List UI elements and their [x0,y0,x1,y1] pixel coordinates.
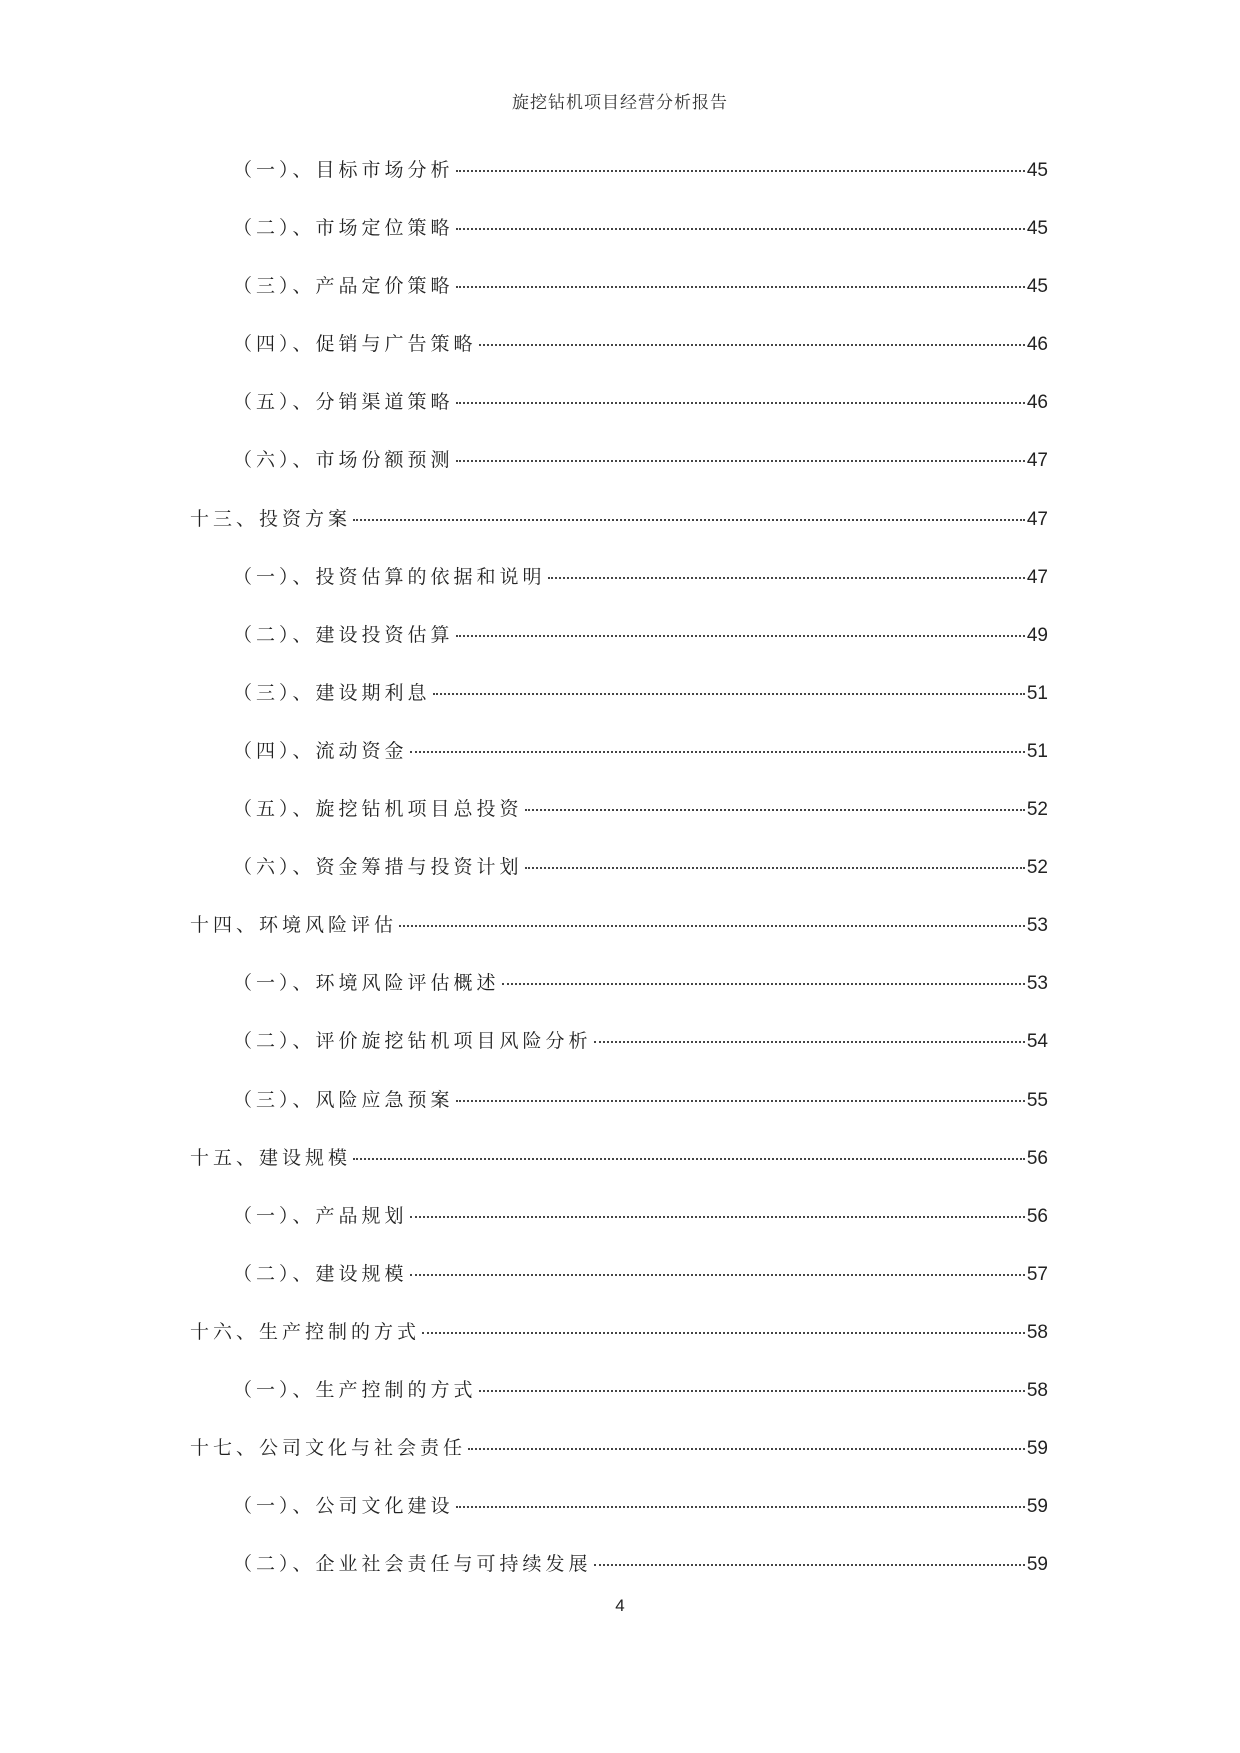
toc-entry-label: （三）、风险应急预案 [233,1088,454,1111]
toc-entry-label: 十四、环境风险评估 [190,914,398,937]
toc-dot-leader [502,983,1025,985]
toc-entry-page-number: 53 [1026,973,1048,995]
toc-dot-leader [456,402,1025,404]
toc-entry-line [233,1087,1048,1114]
toc-entry-page-number: 58 [1026,1379,1048,1401]
toc-entry-page-number: 59 [1026,1554,1048,1576]
toc-entry-line [233,157,1048,184]
toc-entry-page-number: 58 [1026,1321,1048,1343]
toc-dot-leader [594,1564,1025,1566]
toc-entry-label: （五）、分销渠道策略 [233,391,454,414]
toc-entry[interactable] [0,840,1240,898]
toc-entry-line [233,1493,1048,1520]
toc-entry[interactable] [0,1247,1240,1305]
toc-entry-label: （三）、建设期利息 [233,681,431,704]
toc-entry-page-number: 56 [1026,1205,1048,1227]
toc-entry-line [233,1261,1048,1288]
toc-entry-label: （一）、投资估算的依据和说明 [233,565,546,588]
toc-entry-line [233,1377,1048,1404]
toc-entry-line [233,215,1048,242]
toc-entry[interactable] [0,1305,1240,1363]
toc-entry[interactable] [0,782,1240,840]
toc-entry-label: （六）、市场份额预测 [233,449,454,472]
toc-dot-leader [525,809,1025,811]
toc-entry-page-number: 47 [1026,508,1048,530]
toc-entry-page-number: 59 [1026,1438,1048,1460]
toc-entry-page-number: 59 [1026,1496,1048,1518]
toc-entry[interactable] [0,492,1240,550]
toc-entry-page-number: 57 [1026,1263,1048,1285]
toc-dot-leader [456,460,1025,462]
toc-entry-line [233,331,1048,358]
toc-entry[interactable] [0,317,1240,375]
toc-dot-leader [353,1158,1025,1160]
toc-entry-page-number: 47 [1026,566,1048,588]
toc-entry[interactable] [0,550,1240,608]
toc-entry[interactable] [0,1479,1240,1537]
table-of-contents [0,143,1240,1595]
toc-entry-page-number: 52 [1026,857,1048,879]
toc-entry-page-number: 56 [1026,1147,1048,1169]
toc-entry[interactable] [0,259,1240,317]
toc-entry-label: （四）、流动资金 [233,739,408,762]
toc-entry[interactable] [0,1363,1240,1421]
toc-dot-leader [525,867,1025,869]
toc-entry[interactable] [0,433,1240,491]
toc-entry-label: （二）、企业社会责任与可持续发展 [233,1553,592,1576]
toc-dot-leader [456,1506,1025,1508]
toc-dot-leader [456,170,1025,172]
toc-dot-leader [410,1216,1025,1218]
toc-entry-line [190,1435,1048,1462]
toc-entry-label: （一）、产品规划 [233,1204,408,1227]
toc-entry-page-number: 46 [1026,392,1048,414]
toc-entry[interactable] [0,724,1240,782]
toc-entry[interactable] [0,1537,1240,1595]
toc-entry-line [233,1203,1048,1230]
toc-entry[interactable] [0,898,1240,956]
toc-entry-label: （二）、建设投资估算 [233,623,454,646]
toc-entry-page-number: 46 [1026,334,1048,356]
toc-entry-label: 十六、生产控制的方式 [190,1320,421,1343]
toc-entry[interactable] [0,201,1240,259]
toc-entry-line [233,970,1048,997]
toc-entry[interactable] [0,375,1240,433]
toc-dot-leader [456,635,1025,637]
toc-dot-leader [479,1390,1025,1392]
toc-dot-leader [594,1041,1025,1043]
toc-entry-line [233,796,1048,823]
toc-entry[interactable] [0,1131,1240,1189]
toc-dot-leader [468,1448,1025,1450]
toc-entry-label: 十七、公司文化与社会责任 [190,1437,467,1460]
toc-dot-leader [456,1100,1025,1102]
toc-entry-line [190,1145,1048,1172]
toc-entry-page-number: 55 [1026,1089,1048,1111]
toc-entry-label: （二）、建设规模 [233,1262,408,1285]
toc-entry-page-number: 45 [1026,218,1048,240]
toc-entry-line [233,447,1048,474]
toc-entry-line [233,680,1048,707]
toc-entry-label: （一）、公司文化建设 [233,1495,454,1518]
toc-entry[interactable] [0,1014,1240,1072]
toc-entry[interactable] [0,1189,1240,1247]
toc-entry-line [233,1551,1048,1578]
toc-entry[interactable] [0,956,1240,1014]
toc-dot-leader [410,751,1025,753]
toc-dot-leader [548,577,1025,579]
toc-dot-leader [433,693,1025,695]
toc-entry-page-number: 45 [1026,160,1048,181]
toc-entry[interactable] [0,608,1240,666]
toc-entry-page-number: 53 [1026,915,1048,937]
toc-entry-label: （一）、目标市场分析 [233,159,454,181]
toc-entry-label: （一）、环境风险评估概述 [233,972,500,995]
toc-entry-line [233,738,1048,765]
toc-entry-page-number: 52 [1026,799,1048,821]
toc-entry[interactable] [0,143,1240,201]
toc-entry-line [190,912,1048,939]
toc-dot-leader [353,519,1025,521]
toc-entry-page-number: 51 [1026,740,1048,762]
toc-dot-leader [456,228,1025,230]
toc-entry-page-number: 45 [1026,276,1048,298]
toc-entry-label: 十三、投资方案 [190,507,352,530]
toc-entry-line [233,273,1048,300]
page-header-title: 旋挖钻机项目经营分析报告 [512,93,728,113]
toc-dot-leader [479,344,1025,346]
toc-entry-label: （六）、资金筹措与投资计划 [233,856,523,879]
toc-dot-leader [410,1274,1025,1276]
toc-entry-line [233,389,1048,416]
toc-entry-page-number: 49 [1026,624,1048,646]
toc-entry-line [190,1319,1048,1346]
toc-entry-line [190,506,1048,533]
toc-entry-label: （二）、市场定位策略 [233,217,454,240]
toc-entry-line [233,564,1048,591]
toc-dot-leader [456,286,1025,288]
page-number: 4 [615,1596,625,1615]
toc-entry-line [233,1028,1048,1055]
toc-entry[interactable] [0,1421,1240,1479]
toc-entry-line [233,854,1048,881]
toc-dot-leader [422,1332,1025,1334]
toc-entry-page-number: 51 [1026,682,1048,704]
toc-entry-page-number: 54 [1026,1031,1048,1053]
toc-entry-label: 十五、建设规模 [190,1146,352,1169]
toc-entry-page-number: 47 [1026,450,1048,472]
toc-entry-line [233,622,1048,649]
toc-entry-label: （一）、生产控制的方式 [233,1378,477,1401]
toc-entry[interactable] [0,1073,1240,1131]
toc-entry-label: （二）、评价旋挖钻机项目风险分析 [233,1030,592,1053]
toc-entry[interactable] [0,666,1240,724]
toc-entry-label: （四）、促销与广告策略 [233,333,477,356]
toc-dot-leader [399,925,1025,927]
toc-entry-label: （五）、旋挖钻机项目总投资 [233,798,523,821]
toc-entry-label: （三）、产品定价策略 [233,275,454,298]
